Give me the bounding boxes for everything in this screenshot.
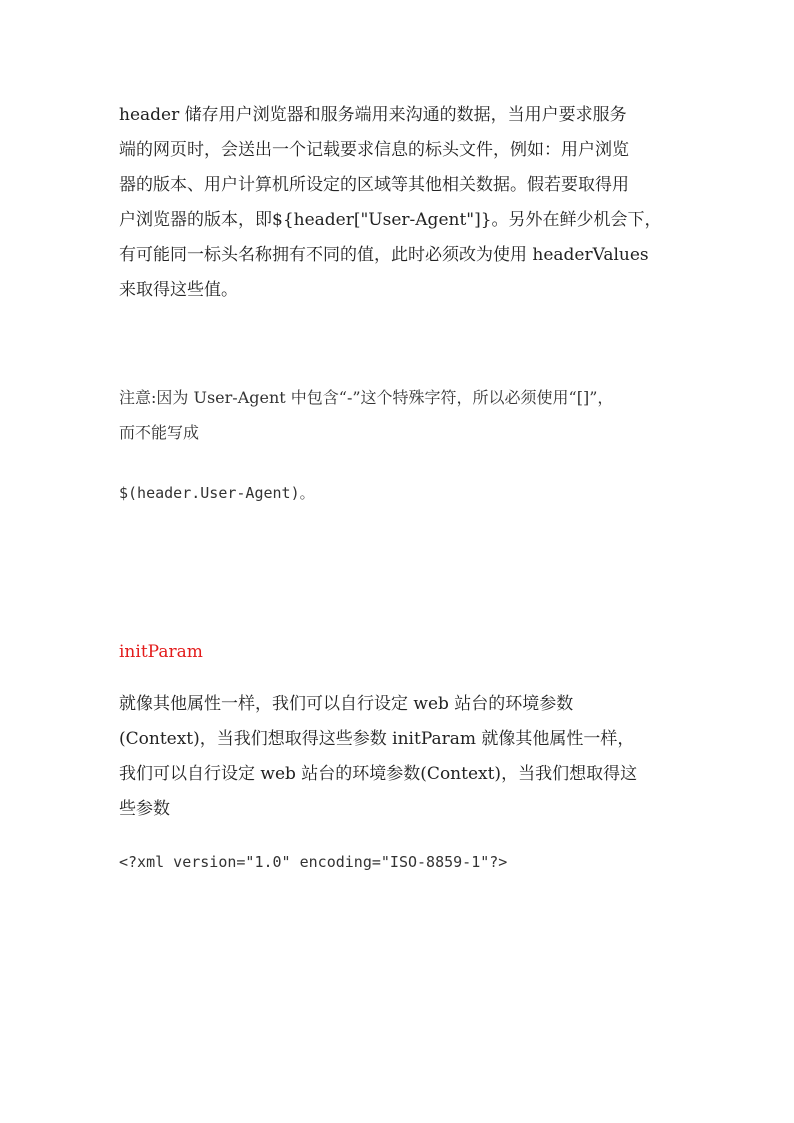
spacer <box>119 511 679 637</box>
paragraph-line: 来取得这些值。 <box>119 280 238 300</box>
paragraph-line: 些参数 <box>119 799 170 819</box>
note-line: 而不能写成 <box>119 423 200 442</box>
paragraph-line: 我们可以自行设定 web 站台的环境参数(Context)，当我们想取得这 <box>119 764 638 784</box>
paragraph-line: 器的版本、用户计算机所设定的区域等其他相关数据。假若要取得用 <box>119 175 629 195</box>
document-page <box>119 98 679 880</box>
paragraph-line: 端的网页时，会送出一个记载要求信息的标头文件，例如：用户浏览 <box>119 140 629 160</box>
spacer <box>119 450 679 476</box>
note-block <box>119 380 679 511</box>
xml-declaration: <?xml version="1.0" encoding="ISO-8859-1"?> <box>119 853 508 871</box>
init-param-paragraph <box>119 687 679 827</box>
note-code: $(header.User-Agent)。 <box>119 484 315 502</box>
note-line: 注意:因为 User-Agent 中包含“-”这个特殊字符，所以必须使用“[]”， <box>119 388 614 407</box>
paragraph-line: 户浏览器的版本，即${header["User-Agent"]}。另外在鲜少机会下， <box>119 210 662 230</box>
init-param-section <box>119 637 679 880</box>
paragraph-line: 有可能同一标头名称拥有不同的值，此时必须改为使用 headerValues <box>119 245 649 265</box>
header-paragraph <box>119 98 679 308</box>
section-title: initParam <box>119 642 203 662</box>
spacer <box>119 308 679 380</box>
paragraph-line: header 储存用户浏览器和服务端用来沟通的数据，当用户要求服务 <box>119 105 627 125</box>
paragraph-line: (Context)，当我们想取得这些参数 initParam 就像其他属性一样， <box>119 729 635 749</box>
paragraph-line: 就像其他属性一样，我们可以自行设定 web 站台的环境参数 <box>119 694 574 714</box>
